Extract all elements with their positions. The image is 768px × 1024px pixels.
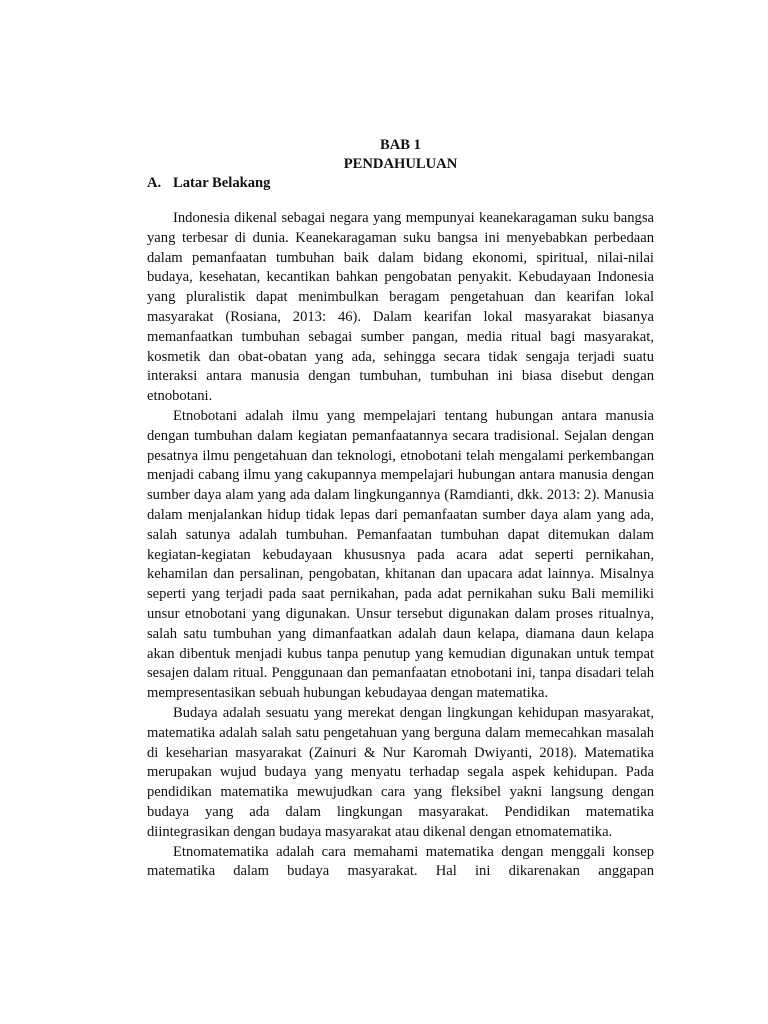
chapter-title: PENDAHULUAN	[343, 156, 458, 172]
page-content	[147, 136, 654, 882]
chapter-number: BAB 1	[380, 137, 421, 153]
paragraph-4: Etnomatematika adalah cara memahami matematika dengan menggali konsep matematika dalam budaya masyarakat. Hal ini dikarenakan anggapan	[147, 843, 654, 880]
section-title: Latar Belakang	[173, 175, 271, 191]
paragraph-1: Indonesia dikenal sebagai negara yang mempunyai keanekaragaman suku bangsa yang terbesar di dunia. Keanekaragaman suku bangsa ini menyebabkan perbedaan dalam pemanfaatan tumbuhan baik dalam bidang ekonomi, spiritual, nilai-nilai budaya, kesehatan, kecantikan bahkan pengobatan penyakit. Kebudayaan Indonesia yang pluralistik dapat menimbulkan beragam pengetahuan dan kearifan lokal masyarakat (Rosiana, 2013: 46). Dalam kearifan lokal masyarakat biasanya memanfaatkan tumbuhan sebagai sumber pangan, media ritual bagi masyarakat, kosmetik dan obat-obatan yang ada, sehingga secara tidak sengaja terjadi suatu interaksi antara manusia dengan tumbuhan, tumbuhan ini biasa disebut dengan etnobotani.	[147, 210, 654, 405]
paragraph-3: Budaya adalah sesuatu yang merekat dengan lingkungan kehidupan masyarakat, matematika adalah salah satu pengetahuan yang berguna dalam memecahkan masalah di keseharian masyarakat (Zainuri & Nur Karomah Dwiyanti, 2018). Matematika merupakan wujud budaya yang menyatu terhadap segala aspek kehidupan. Pada pendidikan matematika mewujudkan cara yang fleksibel yakni langsung dengan budaya yang ada dalam lingkungan masyarakat. Pendidikan matematika diintegrasikan dengan budaya masyarakat atau dikenal dengan etnomatematika.	[147, 704, 654, 840]
paragraph-2: Etnobotani adalah ilmu yang mempelajari tentang hubungan antara manusia dengan tumbuhan dalam kegiatan pemanfaatannya secara tradisional. Sejalan dengan pesatnya ilmu pengetahuan dan teknologi, etnobotani telah mengalami perkembangan menjadi cabang ilmu yang cakupannya mempelajari hubungan antara manusia dengan sumber daya alam yang ada dalam lingkungannya (Ramdianti, dkk. 2013: 2). Manusia dalam menjalankan hidup tidak lepas dari pemanfaatan sumber daya alam yang ada, salah satunya adalah tumbuhan. Pemanfaatan tumbuhan dapat ditemukan dalam kegiatan-kegiatan kebudayaan khususnya pada acara adat seperti pernikahan, kehamilan dan persalinan, pengobatan, khitanan dan upacara adat lainnya. Misalnya seperti yang terjadi pada saat pernikahan, pada adat pernikahan suku Bali memiliki unsur etnobotani yang digunakan. Unsur tersebut digunakan dalam proses ritualnya, salah satu tumbuhan yang dimanfaatkan adalah daun kelapa, diamana daun kelapa akan dibentuk menjadi kubus tanpa penutup yang kemudian digunakan untuk tempat sesajen dalam ritual. Penggunaan dan pemanfaatan etnobotani ini, tanpa disadari telah mempresentasikan sebuah hubungan kebudayaa dengan matematika.	[147, 407, 654, 702]
section-marker: A.	[147, 175, 162, 191]
section-heading	[147, 174, 654, 193]
